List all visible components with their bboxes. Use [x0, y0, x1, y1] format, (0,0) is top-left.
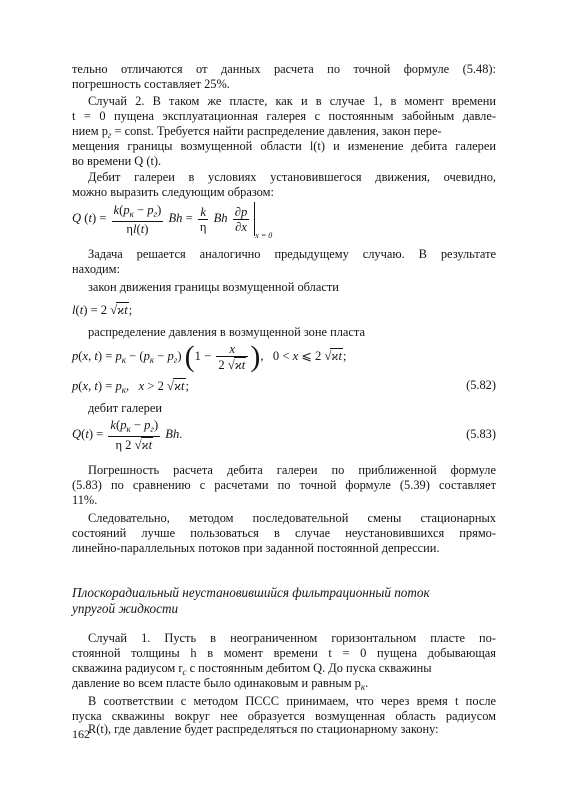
text-line: можно выразить следующим образом:	[72, 185, 274, 199]
text-line: распределение давления в возмущенной зоне пласта	[88, 325, 365, 339]
text-line: стоянной толщины h в момент времени t = 0 пущена добывающая	[72, 646, 496, 660]
text-line: находим:	[72, 262, 120, 276]
text-line: тельно отличаются от данных расчета по точной формуле (5.48):	[72, 62, 496, 76]
formula-pressure-outside: p(x, $t) = p_к$, x > 2 √ϰt;	[72, 379, 190, 395]
equation-number: (5.82)	[466, 378, 496, 392]
text-line: закон движения границы возмущенной области	[88, 280, 339, 294]
text-line: скважина радиусом $r_с$ с постоянным дебитом Q. До пуска скважины	[72, 661, 432, 677]
formula-debit-gallery: Q(t) = $\frac{k(p_к - p_г)}{\eta 2 √ϰt}$ Bh.	[72, 418, 183, 452]
text-line: Дебит галереи в условиях установившегося движения, очевидно,	[88, 170, 496, 184]
text-line: давление во всем пласте было одинаковым и равным $p_к$.	[72, 676, 369, 692]
text-line: во времени Q (t).	[72, 154, 162, 168]
text-line: Погрешность расчета дебита галереи по приближенной формуле	[88, 463, 496, 477]
section-heading: упругой жидкости	[72, 601, 179, 616]
text-line: Случай 2. В таком же пласте, как и в случае 1, в момент времени	[88, 94, 496, 108]
text-line: линейно-параллельных потоков при заданной постоянной депрессии.	[72, 541, 440, 555]
text-line: нием $p_г$ = const. Требуется найти распределение давления, закон пере-	[72, 124, 442, 140]
text-line: дебит галереи	[88, 401, 162, 415]
text-line: (5.83) по сравнению с расчетами по точной формуле (5.39) составляет	[72, 478, 496, 492]
text-line: Случай 1. Пусть в неограниченном горизонтальном пласте по-	[88, 631, 496, 645]
page-number: 162	[72, 727, 90, 741]
formula-pressure-zone: p(x, $t) = p_к - (p_к - p_г) (1$ − $\frac{x}{2 √ϰt}$ ), 0 < x ⩽ 2 √ϰt;	[72, 340, 347, 373]
formula-debit-steady: Q (t) = $\frac{k(p_к - p_г)}{\eta l(t)}$ Bh = $\frac{k}{\eta}$ Bh $\frac{\partial p}{\partial x}$ $_{x = 0}$	[72, 202, 273, 240]
text-line: R(t), где давление будет распределяться по стационарному закону:	[88, 722, 439, 736]
text-line: мещения границы возмущенной области l(t) и изменение дебита галереи	[72, 139, 496, 153]
text-line: погрешность составляет 25%.	[72, 77, 230, 91]
equation-number: (5.83)	[466, 427, 496, 441]
text-line: t = 0 пущена эксплуатационная галерея с постоянным забойным давле-	[72, 109, 496, 123]
formula-boundary-law: l(t) = 2 √ϰt;	[72, 303, 133, 317]
text-line: Задача решается аналогично предыдущему случаю. В результате	[88, 247, 496, 261]
text-line: В соответствии с методом ПССС принимаем, что через время t после	[88, 694, 496, 708]
section-heading: Плоскорадиальный неустановившийся фильтрационный поток	[72, 585, 430, 600]
text-line: 11%.	[72, 493, 98, 507]
text-line: состояний лучше пользоваться в случае неустановившихся прямо-	[72, 526, 496, 540]
text-line: пуска скважины вокруг нее образуется возмущенная область радиусом	[72, 709, 496, 723]
text-line: Следовательно, методом последовательной смены стационарных	[88, 511, 496, 525]
